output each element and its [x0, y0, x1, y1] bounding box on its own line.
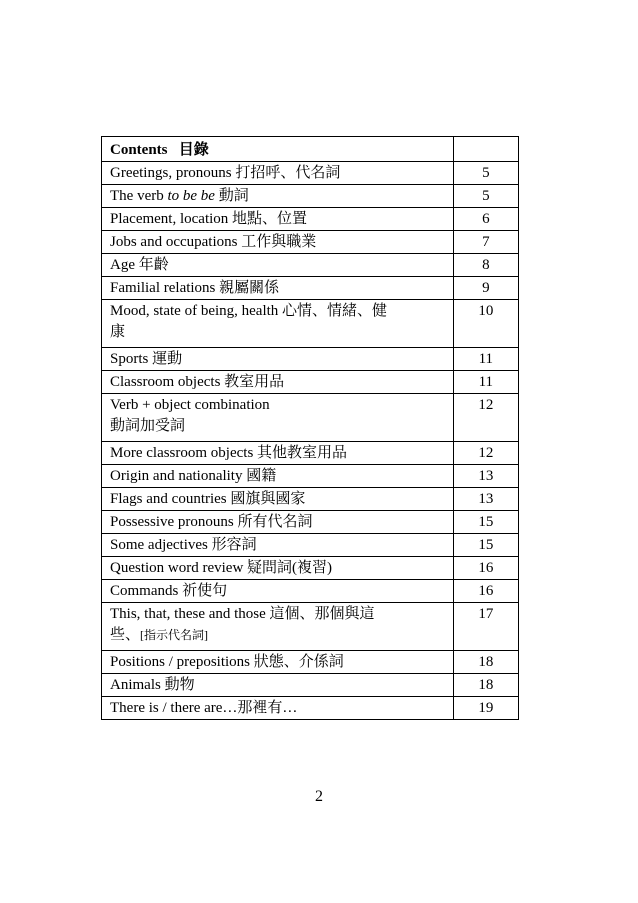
toc-entry-title: Animals 動物: [102, 674, 454, 697]
toc-entry-title: [102, 185, 454, 208]
toc-entry-title: More classroom objects 其他教室用品: [102, 442, 454, 465]
toc-entry-title: Commands 祈使句: [102, 580, 454, 603]
table-row: [102, 300, 519, 348]
table-row: [102, 348, 519, 371]
toc-entry-title: Age 年齡: [102, 254, 454, 277]
toc-entry-title-line2: 動詞加受詞: [110, 418, 186, 434]
toc-header-title-zh: 目錄: [178, 142, 209, 158]
toc-entry-title: Flags and countries 國旗與國家: [102, 488, 454, 511]
toc-entry-title-line2: 康: [110, 324, 126, 340]
table-row: [102, 511, 519, 534]
toc-entry-title: Question word review 疑問詞(複習): [102, 557, 454, 580]
toc-entry-page: 5: [453, 185, 518, 208]
table-row: [102, 442, 519, 465]
toc-entry-title: Greetings, pronouns 打招呼、代名詞: [102, 162, 454, 185]
toc-entry-page: 6: [453, 208, 518, 231]
table-row: [102, 277, 519, 300]
toc-header-title-en: Contents: [110, 142, 168, 158]
toc-entry-title: Some adjectives 形容詞: [102, 534, 454, 557]
toc-entry-page: 12: [453, 442, 518, 465]
toc-entry-page: 15: [453, 534, 518, 557]
toc-entry-page: 10: [453, 300, 518, 348]
toc-entry-page: 15: [453, 511, 518, 534]
page-number: 2: [315, 788, 323, 805]
toc-entry-title: [102, 300, 454, 348]
toc-entry-page: 13: [453, 488, 518, 511]
toc-entry-title-italic: to be be: [167, 188, 215, 204]
toc-entry-page: 9: [453, 277, 518, 300]
toc-entry-title-line1: This, that, these and those 這個、那個與這: [110, 606, 375, 622]
table-row: [102, 185, 519, 208]
toc-entry-title: [102, 394, 454, 442]
toc-entry-title-pre: The verb: [110, 188, 168, 204]
toc-entry-title-line1: Verb + object combination: [110, 397, 270, 413]
table-row: [102, 465, 519, 488]
toc-entry-page: 8: [453, 254, 518, 277]
toc-entry-title-post: 動詞: [214, 188, 249, 204]
toc-entry-title: Jobs and occupations 工作與職業: [102, 231, 454, 254]
toc-entry-title-line2: 些、: [110, 627, 141, 643]
toc-entry-title: Origin and nationality 國籍: [102, 465, 454, 488]
toc-entry-page: 7: [453, 231, 518, 254]
table-row: [102, 697, 519, 720]
toc-entry-title: Sports 運動: [102, 348, 454, 371]
table-row: [102, 208, 519, 231]
toc-header-title: [102, 137, 454, 162]
table-row: [102, 557, 519, 580]
toc-header-page: [453, 137, 518, 162]
table-row: [102, 394, 519, 442]
toc-entry-page: 11: [453, 371, 518, 394]
toc-entry-title: Placement, location 地點、位置: [102, 208, 454, 231]
toc-entry-page: 13: [453, 465, 518, 488]
table-row: [102, 603, 519, 651]
table-row: [102, 580, 519, 603]
table-row: [102, 371, 519, 394]
table-row: [102, 162, 519, 185]
table-row: [102, 488, 519, 511]
toc-entry-title: There is / there are…那裡有…: [102, 697, 454, 720]
toc-entry-page: 11: [453, 348, 518, 371]
table-of-contents: [101, 136, 519, 720]
table-row: [102, 534, 519, 557]
toc-entry-title: [102, 603, 454, 651]
toc-entry-page: 18: [453, 651, 518, 674]
toc-entry-page: 5: [453, 162, 518, 185]
toc-entry-page: 17: [453, 603, 518, 651]
toc-entry-title: Possessive pronouns 所有代名詞: [102, 511, 454, 534]
table-row: [102, 254, 519, 277]
toc-entry-page: 16: [453, 580, 518, 603]
toc-entry-title: Positions / prepositions 狀態、介係詞: [102, 651, 454, 674]
toc-entry-title-line1: Mood, state of being, health 心情、情緒、健: [110, 303, 388, 319]
table-row: [102, 674, 519, 697]
toc-entry-title: Familial relations 親屬關係: [102, 277, 454, 300]
toc-entry-title: Classroom objects 教室用品: [102, 371, 454, 394]
toc-entry-page: 19: [453, 697, 518, 720]
table-row: [102, 231, 519, 254]
toc-header-row: [102, 137, 519, 162]
toc-entry-page: 12: [453, 394, 518, 442]
toc-entry-page: 18: [453, 674, 518, 697]
table-row: [102, 651, 519, 674]
toc-entry-page: 16: [453, 557, 518, 580]
toc-entry-title-annotation: [指示代名詞]: [140, 628, 209, 642]
